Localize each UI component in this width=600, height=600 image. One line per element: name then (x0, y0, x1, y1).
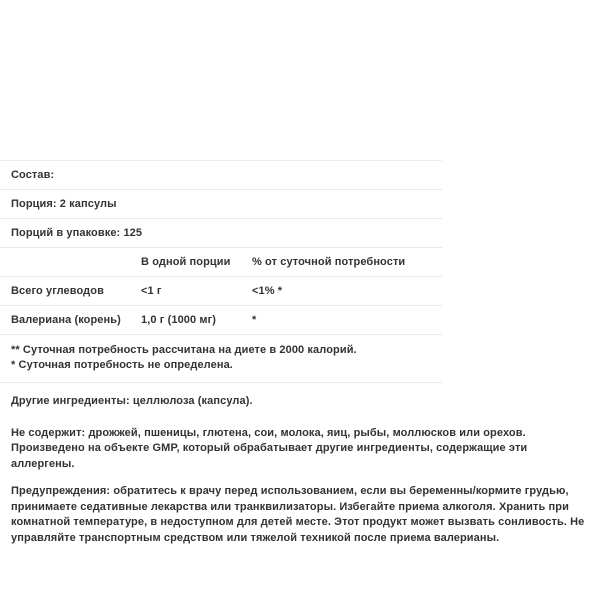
other-ingredients-text: Другие ингредиенты: целлюлоза (капсула). (11, 395, 253, 407)
nutrient-amount: <1 г (141, 277, 252, 306)
supplement-facts-panel (0, 160, 600, 546)
table-header-row (0, 248, 442, 277)
serving-size-row: Порция: 2 капсулы (11, 198, 117, 210)
column-header-daily-value: % от суточной потребности (252, 248, 442, 277)
footnote-daily-value-undefined: * Суточная потребность не определена. (11, 359, 233, 371)
warnings-text: Предупреждения: обратитесь к врачу перед использованием, если вы беременны/кормите грудью, принимаете седативные лекарства или транквилизаторы. Избегайте приема алкоголя. Хранить при комнатной температуре, в недоступном для детей месте. Этот продукт может вызвать сонливость. Не управляйте транспортным средством или тяжелой техникой после приема валерианы. (11, 485, 585, 544)
footnote-daily-value-basis: ** Суточная потребность рассчитана на диете в 2000 калорий. (11, 344, 357, 356)
column-header-amount: В одной порции (141, 248, 252, 277)
allergen-statement-text: Не содержит: дрожжей, пшеницы, глютена, сои, молока, яиц, рыбы, моллюсков или орехов. Произведено на объекте GMP, который обрабатывает другие ингредиенты, содержащие эти аллергены. (11, 426, 528, 470)
nutrient-amount: 1,0 г (1000 мг) (141, 306, 252, 335)
footnotes (0, 335, 600, 382)
table-row (0, 277, 442, 306)
nutrient-name: Всего углеводов (0, 277, 141, 306)
nutrient-daily-value: * (252, 306, 442, 335)
column-header-name (0, 248, 141, 277)
table-row (0, 306, 442, 335)
nutrient-name: Валериана (корень) (0, 306, 141, 335)
nutrient-daily-value: <1% * (252, 277, 442, 306)
servings-per-container-row: Порций в упаковке: 125 (11, 227, 143, 239)
supplement-facts-table (0, 247, 442, 335)
composition-label: Состав: (11, 169, 55, 181)
